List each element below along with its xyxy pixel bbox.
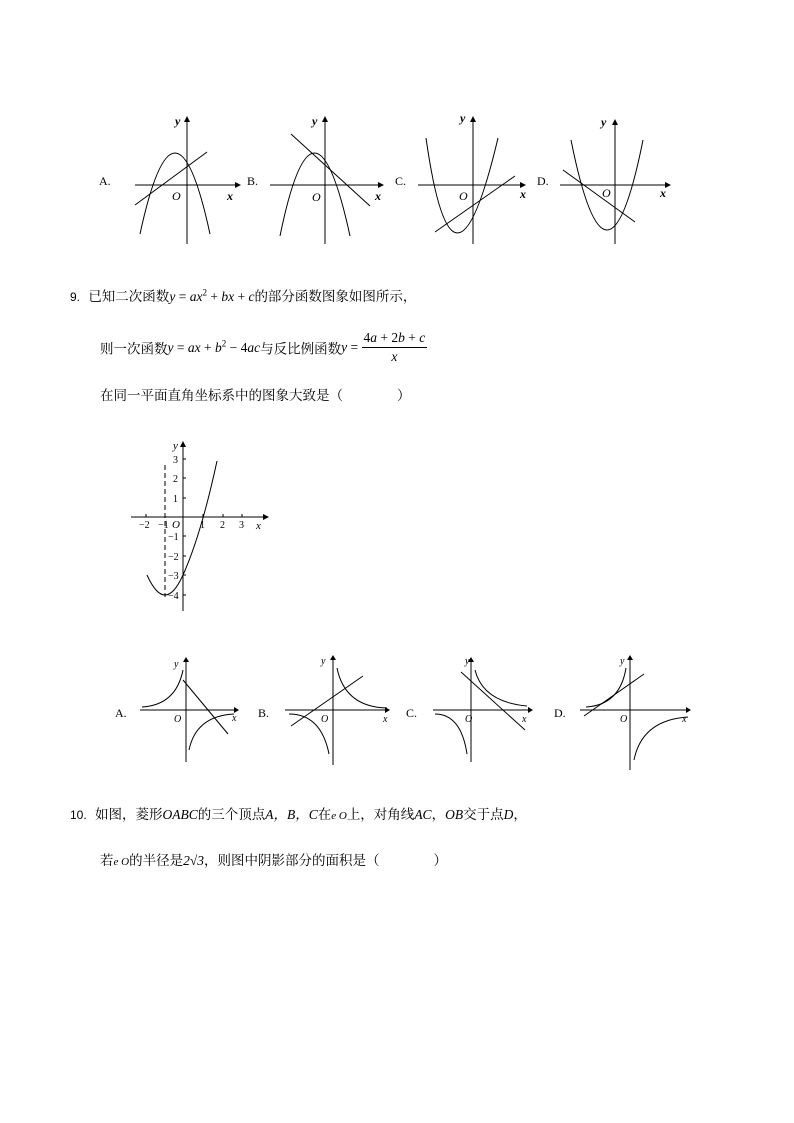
circle-symbol: e O xyxy=(331,810,347,822)
axis-y-label: y xyxy=(620,656,625,667)
axis-x-label: x xyxy=(232,713,237,724)
q8-option-b xyxy=(245,110,395,250)
axis-y-label: y xyxy=(312,114,318,128)
tick-label: −1 xyxy=(158,520,169,531)
origin-label: O xyxy=(312,190,321,204)
origin-label: O xyxy=(174,714,182,725)
axis-x-label: x xyxy=(383,714,388,725)
graph-c xyxy=(403,650,543,775)
graph-c xyxy=(393,110,543,250)
axis-y-label: y xyxy=(460,111,466,125)
q9-option-b xyxy=(255,650,395,775)
tick-label: 1 xyxy=(200,520,205,531)
q8-option-a xyxy=(95,110,245,250)
axis-x-label: x xyxy=(227,189,233,203)
axis-y-label: y xyxy=(174,659,179,670)
option-label: D. xyxy=(537,174,549,188)
axis-x-label: x xyxy=(520,187,526,201)
option-label: A. xyxy=(115,706,127,720)
formula-quadratic: $y = ax^2$ + bx + c xyxy=(169,287,255,304)
q9-option-c xyxy=(403,650,543,775)
graph-d xyxy=(550,650,695,775)
tick-label: 3 xyxy=(239,520,244,531)
axis-y-label: y xyxy=(321,656,326,667)
q9-line2: 则一次函数y = ax + $b^2 - 4ac$与反比例函数y = $\frac{4a + 2b + c}{x}$ xyxy=(100,330,426,364)
option-label: A. xyxy=(99,174,111,188)
axis-x-label: x xyxy=(375,189,381,203)
q10-line1: 10. 如图，菱形OABC的三个顶点A，B，C在e O上，对角线AC，OB交于点D， xyxy=(70,807,527,823)
option-label: B. xyxy=(247,174,259,188)
tick-label: 1 xyxy=(173,494,178,505)
graph-a xyxy=(110,650,250,775)
q9-line3: 在同一平面直角坐标系中的图象大致是（ ） xyxy=(100,388,411,404)
q8-option-c xyxy=(393,110,543,250)
tick-label: −3 xyxy=(168,571,179,582)
axis-y-label: y xyxy=(173,440,178,452)
tick-label: −2 xyxy=(168,552,179,563)
origin-label: O xyxy=(620,714,628,725)
axis-y-label: y xyxy=(175,114,181,128)
origin-label: O xyxy=(465,714,473,725)
option-label: C. xyxy=(395,174,407,188)
option-label: B. xyxy=(258,706,270,720)
option-label: C. xyxy=(406,706,418,720)
tick-label: −4 xyxy=(168,591,179,602)
circle-symbol: e O xyxy=(113,856,130,868)
axis-x-label: x xyxy=(660,186,666,200)
q8-option-d xyxy=(535,110,685,250)
formula-linear: y = ax + $b^2 - 4ac$ xyxy=(167,338,261,356)
origin-label: O xyxy=(602,186,611,200)
question-number: 10. xyxy=(70,808,87,822)
tick-label: −2 xyxy=(139,520,150,531)
q9-option-d xyxy=(550,650,695,775)
q9-quadratic-graph xyxy=(125,435,275,615)
graph-b xyxy=(245,110,395,250)
graph-b xyxy=(255,650,395,775)
tick-label: 3 xyxy=(173,455,178,466)
axis-y-label: y xyxy=(465,656,470,667)
q9-option-a xyxy=(110,650,250,775)
q10-line2: 若e O的半径是2√3，则图中阴影部分的面积是（ ） xyxy=(100,853,447,869)
option-label: D. xyxy=(554,706,566,720)
graph-a xyxy=(95,110,245,250)
graph-d xyxy=(535,110,685,250)
q9-line1: 9. 已知二次函数$y = ax^2$ + bx + c的部分函数图象如图所示， xyxy=(70,287,417,305)
axis-x-label: x xyxy=(256,520,261,532)
axis-y-label: y xyxy=(601,115,607,129)
tick-label: 2 xyxy=(173,474,178,485)
tick-label: 2 xyxy=(220,520,225,531)
formula-fraction: $\frac{4a + 2b + c}{x}$ xyxy=(363,330,426,364)
formula-inverse: y = xyxy=(341,339,362,355)
axis-x-label: x xyxy=(682,714,687,725)
question-number: 9. xyxy=(70,290,81,304)
tick-label: −1 xyxy=(168,532,179,543)
axis-x-label: x xyxy=(522,714,527,725)
origin-label: O xyxy=(459,189,468,203)
origin-label: O xyxy=(172,519,180,531)
origin-label: O xyxy=(172,189,181,203)
radius-value: 2√3 xyxy=(183,853,204,868)
origin-label: O xyxy=(321,714,329,725)
